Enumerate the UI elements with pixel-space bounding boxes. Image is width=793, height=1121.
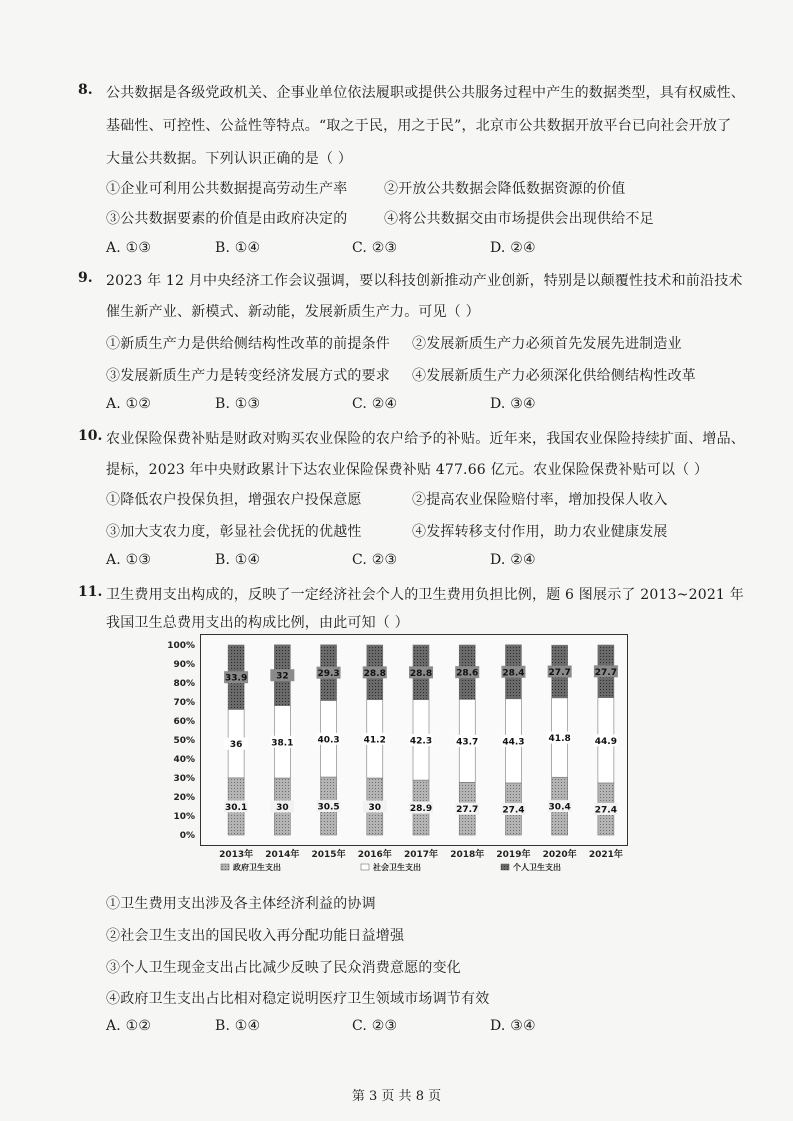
data-label: 30	[276, 803, 289, 813]
data-label: 32	[276, 671, 289, 682]
legend-swatch	[501, 864, 509, 870]
data-label: 28.9	[409, 804, 433, 815]
data-label: 41.8	[548, 734, 571, 745]
question-10-line-2: 提标，2023 年中央财政累计下达农业保险保费补贴 477.66 亿元。农业保险保费补贴可以（ ）	[106, 462, 709, 478]
question-8-line-2: 基础性、可控性、公益性等特点。“取之于民，用之于民”，北京市公共数据开放平台已向社会开放了	[106, 118, 732, 134]
legend-swatch	[221, 864, 229, 870]
data-label: 28.8	[363, 668, 386, 679]
y-tick-label: 40%	[173, 755, 195, 765]
question-10-statement-4: ④发挥转移支付作用，助力农业健康发展	[412, 524, 668, 540]
question-9-option-a[interactable]: A. ①②	[106, 396, 152, 412]
question-9-option-c[interactable]: C. ②④	[352, 396, 398, 412]
x-tick-label: 2018年	[450, 850, 485, 860]
data-label: 27.7	[548, 668, 571, 679]
question-10-option-b[interactable]: B. ①④	[215, 552, 261, 568]
y-tick-label: 100%	[167, 641, 195, 651]
question-11-statement-1: ①卫生费用支出涉及各主体经济利益的协调	[106, 896, 376, 912]
x-tick-label: 2016年	[357, 850, 392, 860]
data-label: 44.9	[594, 736, 617, 747]
y-tick-label: 10%	[173, 812, 195, 822]
question-11-statement-2: ②社会卫生支出的国民收入再分配功能日益增强	[106, 928, 405, 944]
question-10-line-1: 农业保险保费补贴是财政对购买农业保险的农户给予的补贴。近年来，我国农业保险持续扩面、增品、	[106, 431, 745, 447]
question-8-option-a[interactable]: A. ①③	[106, 240, 152, 256]
question-11-option-a[interactable]: A. ①②	[106, 1018, 152, 1034]
question-8-option-d[interactable]: D. ②④	[490, 240, 536, 256]
data-label: 30.5	[317, 802, 340, 813]
y-tick-label: 50%	[173, 736, 195, 746]
y-tick-label: 30%	[173, 774, 195, 784]
question-8-statement-2: ②开放公共数据会降低数据资源的价值	[384, 181, 626, 197]
data-label: 28.6	[456, 668, 479, 679]
data-label: 38.1	[271, 738, 294, 749]
question-11-option-b[interactable]: B. ①④	[215, 1018, 261, 1034]
question-11-statement-3: ③个人卫生现金支出占比减少反映了民众消费意愿的变化	[106, 960, 461, 976]
data-label: 43.7	[456, 737, 479, 748]
health-expenditure-chart	[167, 634, 628, 872]
question-11-statement-4: ④政府卫生支出占比相对稳定说明医疗卫生领域市场调节有效	[106, 991, 490, 1007]
x-tick-label: 2014年	[265, 850, 300, 860]
x-tick-label: 2019年	[496, 850, 531, 860]
data-label: 28.8	[409, 668, 433, 679]
x-tick-label: 2017年	[403, 850, 439, 860]
question-11-line-2: 我国卫生总费用支出的构成比例，由此可知（ ）	[106, 615, 409, 631]
question-10-statement-1: ①降低农户投保负担，增强农户投保意愿	[106, 492, 362, 508]
question-11-option-c[interactable]: C. ②③	[352, 1018, 398, 1034]
data-label: 27.4	[594, 805, 617, 816]
legend-label: 社会卫生支出	[373, 863, 421, 872]
data-label: 30.1	[225, 802, 248, 813]
data-label: 33.9	[225, 673, 248, 684]
question-9-statement-3: ③发展新质生产力是转变经济发展方式的要求	[106, 368, 390, 384]
question-8-statement-1: ①企业可利用公共数据提高劳动生产率	[106, 181, 348, 197]
data-label: 29.3	[317, 669, 340, 680]
x-tick-label: 2015年	[311, 850, 346, 860]
legend-swatch	[361, 864, 369, 870]
question-8-number: 8.	[78, 82, 93, 98]
data-label: 30.4	[548, 802, 571, 813]
data-label: 40.3	[317, 735, 340, 746]
chart-svg	[167, 635, 627, 872]
question-9-number: 9.	[78, 270, 93, 286]
data-label: 27.4	[502, 805, 525, 816]
data-label: 44.3	[502, 737, 525, 748]
question-10-statement-3: ③加大支农力度，彰显社会优抚的优越性	[106, 524, 362, 540]
data-label: 30	[368, 803, 382, 813]
data-label: 27.7	[594, 667, 617, 678]
page-footer: 第 3 页 共 8 页	[351, 1089, 442, 1104]
question-10-statement-2: ②提高农业保险赔付率，增加投保人收入	[412, 492, 668, 508]
x-tick-label: 2013年	[219, 850, 254, 860]
question-8-statement-3: ③公共数据要素的价值是由政府决定的	[106, 211, 348, 227]
question-8-option-b[interactable]: B. ①④	[215, 240, 261, 256]
question-8-line-3: 大量公共数据。下列认识正确的是（ ）	[106, 151, 353, 167]
x-tick-label: 2021年	[588, 850, 623, 860]
data-label: 28.4	[502, 668, 525, 679]
question-10-option-d[interactable]: D. ②④	[490, 552, 536, 568]
y-tick-label: 70%	[173, 698, 195, 708]
legend-label: 个人卫生支出	[513, 863, 561, 872]
question-9-statement-2: ②发展新质生产力必须首先发展先进制造业	[412, 336, 682, 352]
question-11-line-1: 卫生费用支出构成的，反映了一定经济社会个人的卫生费用负担比例，题 6 图展示了 2013~2021 年	[106, 587, 744, 603]
question-9-option-b[interactable]: B. ①③	[215, 396, 261, 412]
question-9-statement-4: ④发展新质生产力必须深化供给侧结构性改革	[412, 368, 696, 384]
data-label: 41.2	[363, 735, 386, 746]
data-label: 27.7	[456, 805, 479, 816]
question-8-option-c[interactable]: C. ②③	[352, 240, 398, 256]
question-8-line-1: 公共数据是各级党政机关、企事业单位依法履职或提供公共服务过程中产生的数据类型，具有权威性、	[106, 85, 745, 101]
question-8-statement-4: ④将公共数据交由市场提供会出现供给不足	[384, 211, 654, 227]
y-tick-label: 80%	[173, 679, 195, 689]
y-tick-label: 20%	[173, 793, 195, 803]
question-9-statement-1: ①新质生产力是供给侧结构性改革的前提条件	[106, 336, 390, 352]
question-10-option-c[interactable]: C. ②③	[352, 552, 398, 568]
question-10-number: 10.	[78, 428, 103, 444]
question-9-line-1: 2023 年 12 月中央经济工作会议强调，要以科技创新推动产业创新，特别是以颠覆性技术和前沿技术	[106, 273, 743, 289]
question-9-line-2: 催生新产业、新模式、新动能，发展新质生产力。可见（ ）	[106, 304, 480, 320]
x-tick-label: 2020年	[542, 850, 577, 860]
question-9-option-d[interactable]: D. ③④	[490, 396, 536, 412]
y-tick-label: 60%	[173, 717, 195, 727]
question-11-number: 11.	[78, 584, 103, 600]
y-tick-label: 0%	[179, 831, 195, 841]
data-label: 42.3	[409, 736, 433, 747]
question-10-option-a[interactable]: A. ①③	[106, 552, 152, 568]
y-tick-label: 90%	[173, 660, 195, 670]
data-label: 36	[229, 740, 243, 751]
question-11-option-d[interactable]: D. ③④	[490, 1018, 536, 1034]
legend-label: 政府卫生支出	[233, 863, 281, 872]
